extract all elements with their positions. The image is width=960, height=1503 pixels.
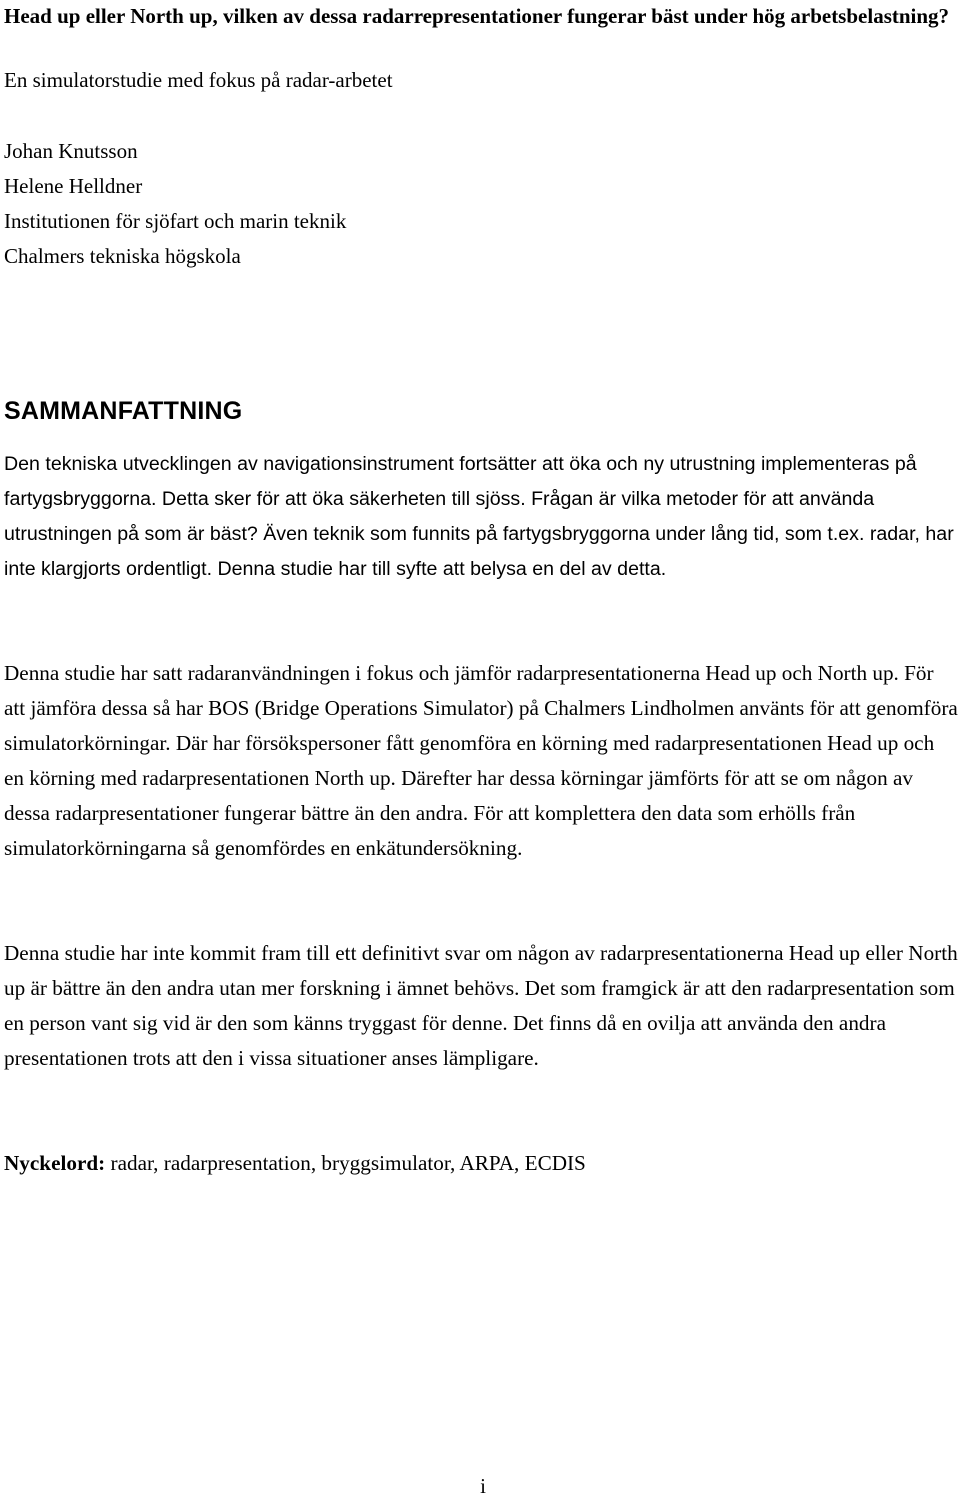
author-name-2: Helene Helldner — [4, 174, 143, 198]
summary-heading: SAMMANFATTNING — [4, 397, 243, 425]
document-subtitle: En simulatorstudie med fokus på radar-arbetet — [4, 68, 393, 92]
author-affiliation-university: Chalmers tekniska högskola — [4, 244, 241, 268]
keywords-label: Nyckelord: — [4, 1151, 106, 1175]
keywords-value: radar, radarpresentation, bryggsimulator, ARPA, ECDIS — [105, 1151, 586, 1175]
keywords-line — [4, 1146, 954, 1181]
author-block — [4, 134, 346, 274]
author-affiliation-department: Institutionen för sjöfart och marin teknik — [4, 209, 347, 233]
document-title: Head up eller North up, vilken av dessa radarrepresentationer fungerar bäst under hög arbetsbelastning? — [4, 4, 950, 28]
summary-paragraph-2: Denna studie har satt radaranvändningen i fokus och jämför radarpresentationerna Head up och North up. För att jämföra dessa så har BOS (Bridge Operations Simulator) på Chalmers Lindholmen använts för att genomföra simulatorkörningar. Där har försökspersoner fått genomföra en körning med radarpresentationen Head up och en körning med radarpresentationen North up. Därefter har dessa körningar jämförts för att se om någon av dessa radarpresentationer fungerar bättre än den andra. För att komplettera den data som erhölls från simulatorkörningarna så genomfördes en enkätundersökning. — [4, 661, 958, 860]
author-name-1: Johan Knutsson — [4, 139, 138, 163]
summary-paragraph-1: Den tekniska utvecklingen av navigationsinstrument fortsätter att öka och ny utrustning implementeras på fartygsbryggorna. Detta sker för att öka säkerheten till sjöss. Frågan är vilka metoder för att använda utrustningen på som är bäst? Även teknik som funnits på fartygsbryggorna under lång tid, som t.ex. radar, har inte klargjorts ordentligt. Denna studie har till syfte att belysa en del av detta. — [4, 453, 954, 580]
page-number: i — [480, 1474, 486, 1498]
summary-paragraph-3: Denna studie har inte kommit fram till ett definitivt svar om någon av radarpresentationerna Head up eller North up är bättre än den andra utan mer forskning i ämnet behövs. Det som framgick är att den radarpresentation som en person vant sig vid är den som känns tryggast för denne. Det finns då en ovilja att använda den andra presentationen trots att den i vissa situationer anses lämpligare. — [4, 941, 958, 1070]
